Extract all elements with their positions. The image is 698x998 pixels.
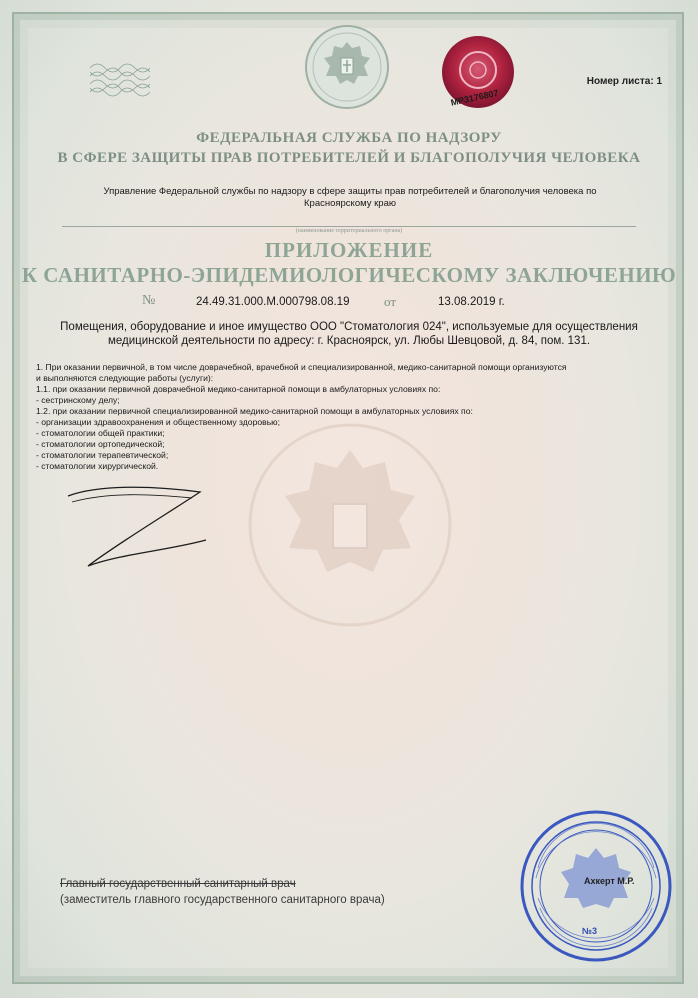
department-caption: (наименование территориального органа) [295, 228, 403, 234]
services-list [36, 362, 662, 472]
signatory-subtitle: (заместитель главного государственного санитарного врача) [60, 894, 385, 906]
guilloche-pattern [90, 60, 150, 100]
list-item: 1.1. при оказании первичной доврачебной медико-санитарной помощи в амбулаторных условиях по: [36, 384, 441, 394]
conclusion-date: 13.08.2019 г. [438, 296, 505, 308]
z-line-closure-mark [60, 482, 210, 572]
agency-title-line-2: В СФЕРЕ ЗАЩИТЫ ПРАВ ПОТРЕБИТЕЛЕЙ И БЛАГОПОЛУЧИЯ ЧЕЛОВЕКА [57, 150, 641, 166]
subject-description: Помещения, оборудование и иное имущество ООО "Стоматология 024", используемые для осуществления медицинской деятельности по адресу: г. Красноярск, ул. Любы Шевцовой, д. 84, пом. 131. [60, 321, 638, 347]
department-name: Управление Федеральной службы по надзору в сфере защиты прав потребителей и благополучия человека по Красноярскому краю [103, 186, 597, 209]
official-stamp [518, 808, 674, 964]
department-underline [62, 226, 636, 227]
agency-title-line-1: ФЕДЕРАЛЬНАЯ СЛУЖБА ПО НАДЗОРУ [196, 130, 502, 146]
list-item: - организации здравоохранения и общественному здоровью; [36, 417, 280, 427]
list-item: - сестринскому делу; [36, 395, 120, 405]
sheet-number: Номер листа: 1 [586, 76, 662, 87]
stamp-number: №3 [582, 926, 598, 936]
signatory-name: Ахкерт М.Р. [584, 876, 635, 886]
document-subtitle: К САНИТАРНО-ЭПИДЕМИОЛОГИЧЕСКОМУ ЗАКЛЮЧЕНИЮ [21, 263, 677, 287]
list-item: - стоматологии терапевтической; [36, 450, 169, 460]
list-item: - стоматологии ортопедической; [36, 439, 165, 449]
document-title: ПРИЛОЖЕНИЕ [264, 238, 434, 262]
coat-of-arms-emblem [304, 24, 390, 110]
list-item: - стоматологии общей практики; [36, 428, 165, 438]
signatory-title: Главный государственный санитарный врач [60, 878, 296, 890]
list-item: 1. При оказании первичной, в том числе доврачебной, врачебной и специализированной, медико-санитарной помощи организуются [36, 362, 567, 372]
conclusion-number: 24.49.31.000.М.000798.08.19 [196, 296, 350, 308]
date-label: от [384, 294, 397, 309]
hologram-sticker [440, 34, 516, 110]
list-item: и выполняются следующие работы (услуги): [36, 373, 214, 383]
list-item: 1.2. при оказании первичной специализированной медико-санитарной помощи в амбулаторных условиях по: [36, 406, 473, 416]
number-sign: № [142, 293, 156, 308]
list-item: - стоматологии хирургической. [36, 461, 159, 471]
hologram-code: МР3176807 [449, 87, 500, 108]
